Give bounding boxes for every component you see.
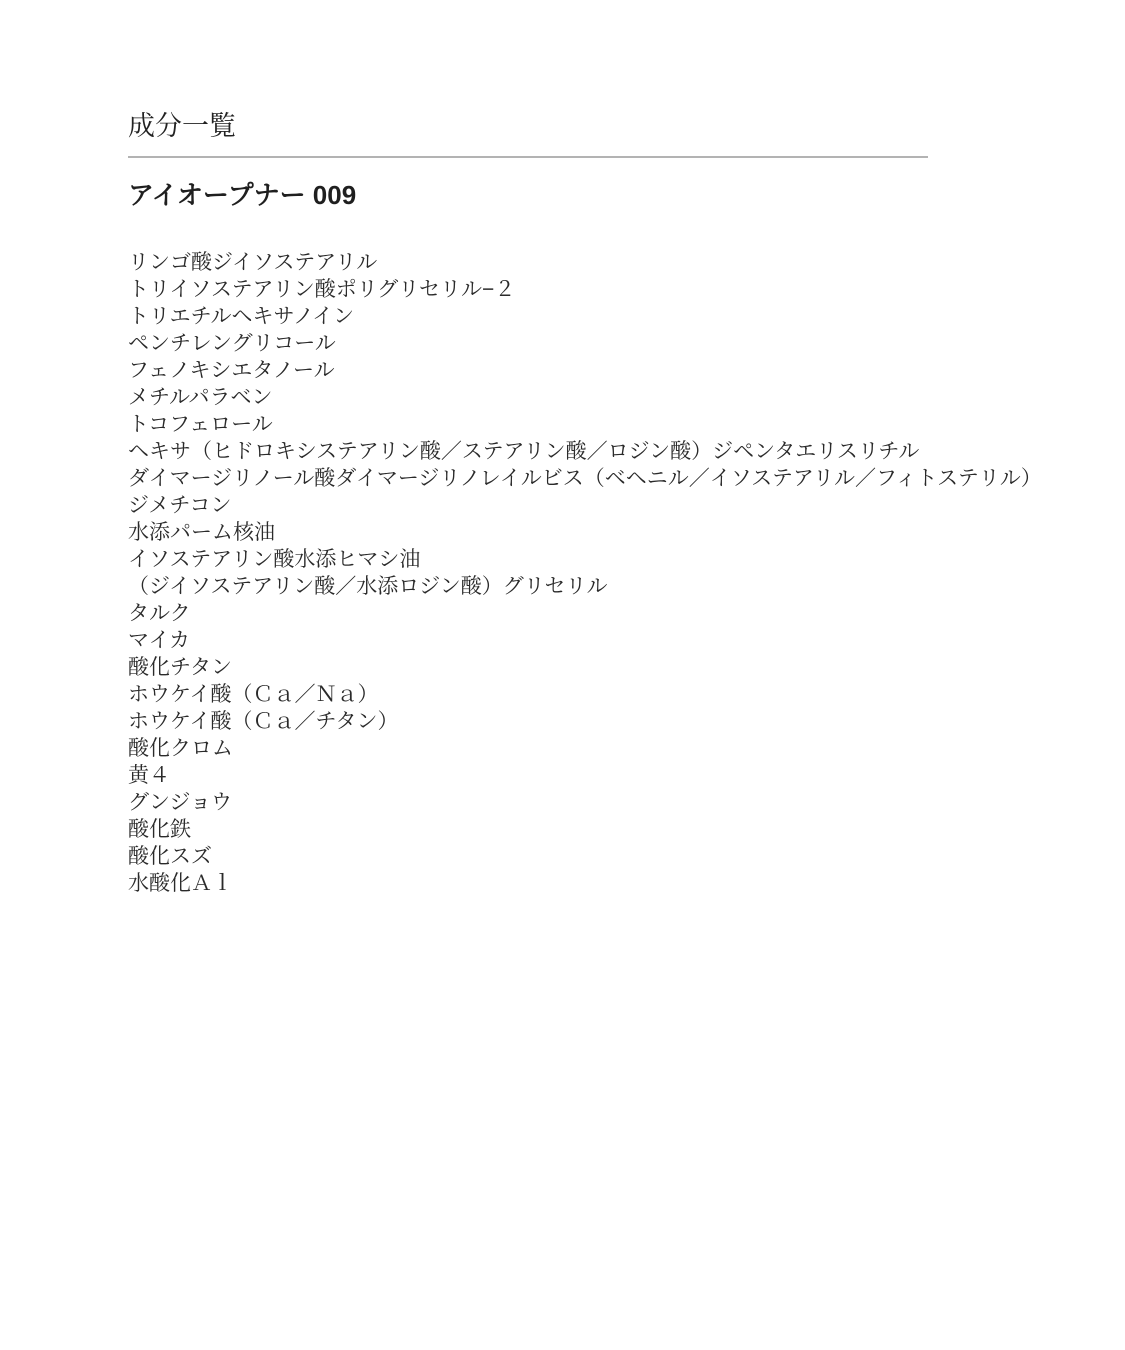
ingredient-item: グンジョウ	[128, 790, 233, 814]
ingredient-item: トコフェロール	[128, 412, 273, 436]
ingredient-item: トリイソステアリン酸ポリグリセリル−２	[128, 277, 516, 301]
ingredient-item: ヘキサ（ヒドロキシステアリン酸／ステアリン酸／ロジン酸）ジペンタエリスリチル	[128, 439, 920, 463]
ingredient-item: 酸化鉄	[128, 817, 191, 841]
ingredient-item: 酸化スズ	[128, 844, 212, 868]
ingredient-item: イソステアリン酸水添ヒマシ油	[128, 547, 421, 571]
ingredient-item: （ジイソステアリン酸／水添ロジン酸）グリセリル	[128, 574, 608, 598]
ingredient-item: マイカ	[128, 628, 190, 652]
ingredient-item: 酸化クロム	[128, 736, 233, 760]
ingredient-item: 黄４	[128, 763, 170, 787]
ingredient-item: 酸化チタン	[128, 655, 232, 679]
ingredient-item: ダイマージリノール酸ダイマージリノレイルビス（ベヘニル／イソステアリル／フィトステリル）	[128, 466, 1042, 490]
ingredient-item: ジメチコン	[128, 493, 232, 517]
ingredient-item: ホウケイ酸（Ｃａ／Ｎａ）	[128, 682, 379, 706]
ingredient-item: メチルパラベン	[128, 385, 273, 409]
ingredient-item: フェノキシエタノール	[128, 358, 335, 382]
ingredient-item: 水酸化Ａｌ	[128, 871, 233, 895]
ingredient-item: 水添パーム核油	[128, 520, 275, 544]
divider	[128, 156, 928, 158]
ingredient-list	[128, 249, 1125, 897]
page-title: 成分一覧	[128, 111, 236, 141]
product-name: アイオープナー 009	[128, 180, 357, 211]
ingredient-item: タルク	[128, 601, 191, 625]
ingredient-item: リンゴ酸ジイソステアリル	[128, 250, 378, 274]
ingredient-item: ホウケイ酸（Ｃａ／チタン）	[128, 709, 399, 733]
ingredient-item: ペンチレングリコール	[128, 331, 336, 355]
ingredient-item: トリエチルヘキサノイン	[128, 304, 355, 328]
